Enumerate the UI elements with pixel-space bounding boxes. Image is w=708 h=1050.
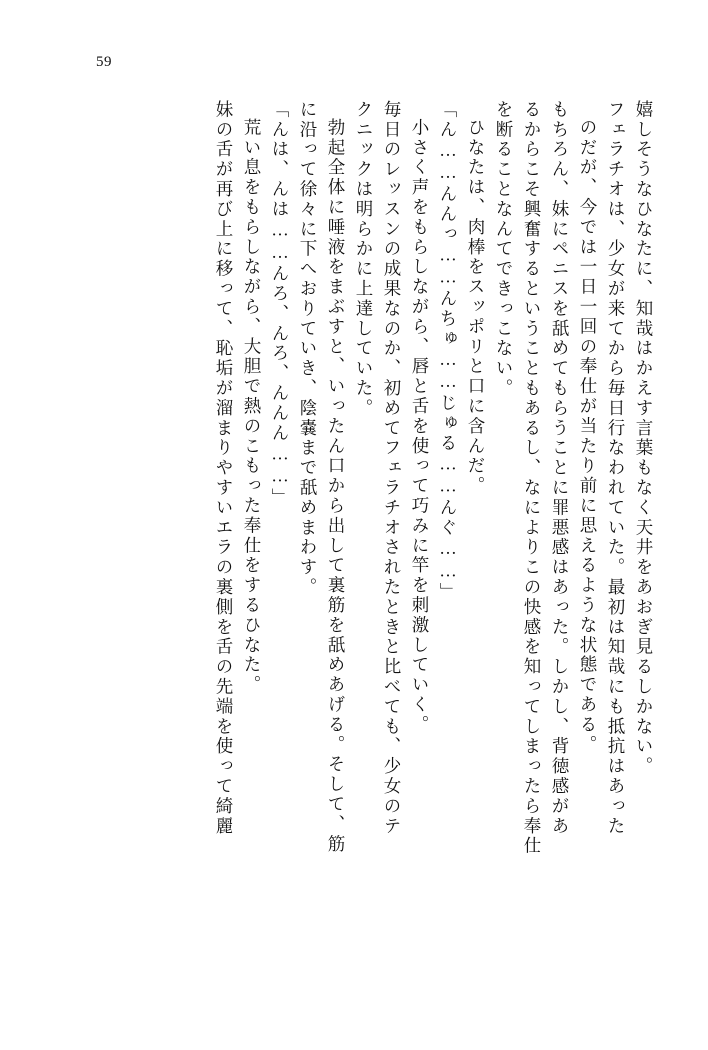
text-line: 妹の舌が再び上に移って、恥垢が溜まりやすいエラの裏側を舌の先端を使って綺麗 — [214, 100, 234, 837]
text-line: 嬉しそうなひなたに、知哉はかえす言葉もなく天井をあおぎ見るしかない。 — [634, 100, 654, 777]
text-line: に沿って徐々に下へおりていき、陰嚢まで舐めまわす。 — [298, 100, 318, 598]
text-line: 小さく声をもらしながら、唇と舌を使って巧みに竿を刺激していく。 — [410, 118, 430, 735]
text-line: 毎日のレッスンの成果なのか、初めてフェラチオされたときと比べても、少女のテ — [382, 100, 402, 837]
text-line: もちろん、妹にペニスを舐めてもらうことに罪悪感はあった。しかし、背徳感があ — [550, 100, 570, 837]
text-line: ひなたは、肉棒をスッポリと口に含んだ。 — [466, 118, 486, 497]
text-line: を断ることなんてできっこない。 — [494, 100, 514, 399]
text-line: のだが、今では一日一回の奉仕が当たり前に思えるような状態である。 — [578, 118, 598, 755]
text-line: るからこそ興奮するということもあるし、なによりこの快感を知ってしまったら奉仕 — [522, 100, 542, 857]
text-line: 「んは、んは……んろ、んろ、んんん……」 — [270, 100, 290, 508]
text-line: クニックは明らかに上達していた。 — [354, 100, 374, 419]
page-number: 59 — [96, 54, 112, 70]
text-line: フェラチオは、少女が来てから毎日行なわれていた。最初は知哉にも抵抗はあった — [606, 100, 626, 837]
vertical-text-body — [72, 100, 652, 990]
text-line: 荒い息をもらしながら、大胆で熱のこもった奉仕をするひなた。 — [242, 118, 262, 696]
text-line: 「ん……んんっ……んちゅ……じゅる……んぐ……」 — [438, 100, 458, 603]
text-line: 勃起全体に唾液をまぶすと、いったん口から出して裏筋を舐めあげる。そして、筋 — [326, 118, 346, 855]
